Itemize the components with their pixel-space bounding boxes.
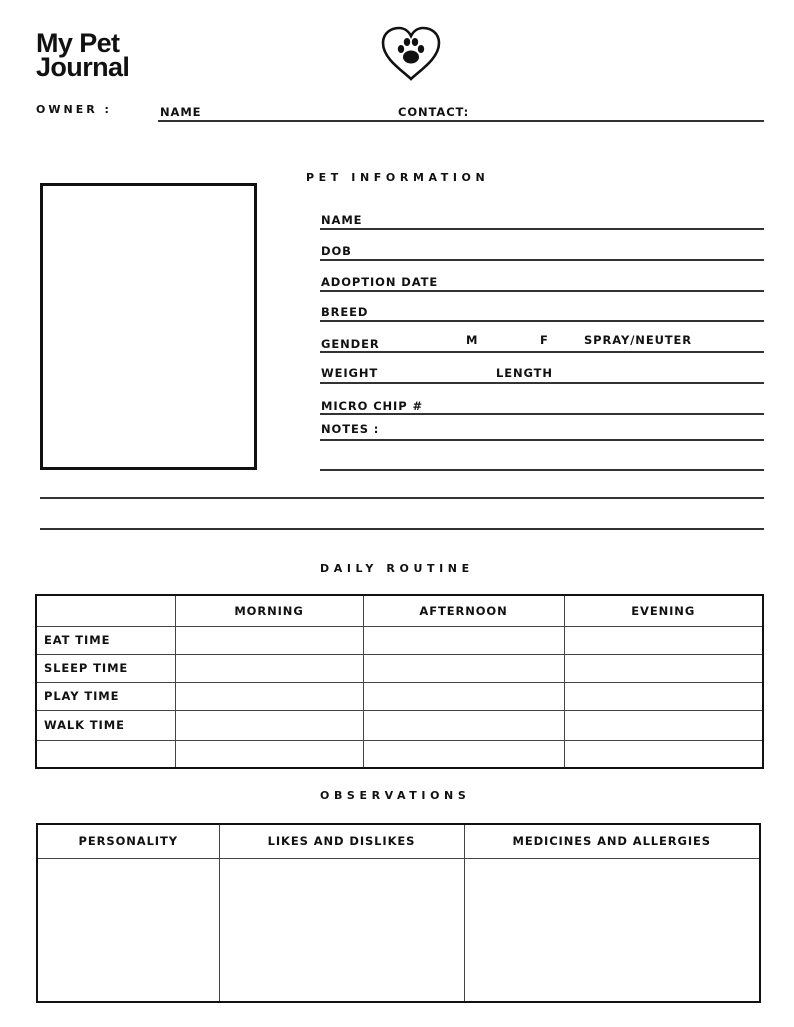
table-cell[interactable] — [564, 740, 763, 768]
table-row — [37, 858, 760, 1002]
likes-dislikes-cell[interactable] — [219, 858, 464, 1002]
table-row — [36, 740, 763, 768]
observations-table — [36, 823, 761, 1003]
breed-line[interactable] — [320, 320, 764, 322]
gender-female-option[interactable]: F — [540, 333, 549, 347]
title-line-2: Journal — [36, 52, 130, 82]
table-cell[interactable] — [363, 710, 564, 740]
pet-name-label: NAME — [321, 213, 363, 227]
table-cell[interactable] — [564, 626, 763, 654]
row-label-play: PLAY TIME — [36, 682, 175, 710]
weight-label: WEIGHT — [321, 366, 379, 380]
row-label-sleep: SLEEP TIME — [36, 654, 175, 682]
header-cell-evening: EVENING — [564, 595, 763, 626]
pet-name-line[interactable] — [320, 228, 764, 230]
table-cell[interactable] — [564, 710, 763, 740]
header-cell-empty — [36, 595, 175, 626]
row-label-eat: EAT TIME — [36, 626, 175, 654]
owner-label: OWNER : — [36, 103, 112, 116]
pet-info-heading: PET INFORMATION — [306, 171, 490, 184]
heart-paw-icon — [379, 25, 443, 83]
header-cell-likes: LIKES AND DISLIKES — [219, 824, 464, 858]
table-header-row — [37, 824, 760, 858]
table-cell[interactable] — [175, 654, 363, 682]
daily-routine-table — [35, 594, 764, 769]
weight-line[interactable] — [320, 382, 764, 384]
adoption-date-line[interactable] — [320, 290, 764, 292]
header-cell-medicines: MEDICINES AND ALLERGIES — [464, 824, 760, 858]
microchip-line[interactable] — [320, 413, 764, 415]
row-label-extra[interactable] — [36, 740, 175, 768]
table-cell[interactable] — [175, 626, 363, 654]
personality-cell[interactable] — [37, 858, 219, 1002]
title-line-1: My Pet — [36, 28, 120, 58]
table-row — [36, 710, 763, 740]
table-cell[interactable] — [564, 654, 763, 682]
microchip-label: MICRO CHIP # — [321, 399, 424, 413]
table-cell[interactable] — [363, 740, 564, 768]
observations-heading: OBSERVATIONS — [320, 789, 471, 802]
page-title — [36, 28, 130, 82]
dob-line[interactable] — [320, 259, 764, 261]
header-cell-afternoon: AFTERNOON — [363, 595, 564, 626]
notes-line-4[interactable] — [40, 528, 764, 530]
header-cell-personality: PERSONALITY — [37, 824, 219, 858]
gender-label: GENDER — [321, 337, 380, 351]
notes-label: NOTES : — [321, 422, 380, 436]
notes-line-1[interactable] — [320, 439, 764, 441]
table-cell[interactable] — [175, 740, 363, 768]
gender-male-option[interactable]: M — [466, 333, 479, 347]
notes-line-3[interactable] — [40, 497, 764, 499]
adoption-date-label: ADOPTION DATE — [321, 275, 439, 289]
notes-line-2[interactable] — [320, 469, 764, 471]
length-label: LENGTH — [496, 366, 553, 380]
table-row — [36, 626, 763, 654]
owner-name-label: NAME — [160, 105, 202, 119]
row-label-walk: WALK TIME — [36, 710, 175, 740]
table-header-row — [36, 595, 763, 626]
table-row — [36, 654, 763, 682]
daily-routine-heading: DAILY ROUTINE — [320, 562, 474, 575]
owner-name-line[interactable] — [158, 120, 764, 122]
pet-photo-frame[interactable] — [40, 183, 257, 470]
table-cell[interactable] — [363, 654, 564, 682]
spray-neuter-option[interactable]: SPRAY/NEUTER — [584, 333, 693, 347]
table-cell[interactable] — [175, 682, 363, 710]
table-cell[interactable] — [363, 626, 564, 654]
owner-contact-label: CONTACT: — [398, 105, 470, 119]
table-row — [36, 682, 763, 710]
dob-label: DOB — [321, 244, 352, 258]
header-cell-morning: MORNING — [175, 595, 363, 626]
table-cell[interactable] — [564, 682, 763, 710]
breed-label: BREED — [321, 305, 369, 319]
table-cell[interactable] — [363, 682, 564, 710]
table-cell[interactable] — [175, 710, 363, 740]
gender-line[interactable] — [320, 351, 764, 353]
medicines-allergies-cell[interactable] — [464, 858, 760, 1002]
